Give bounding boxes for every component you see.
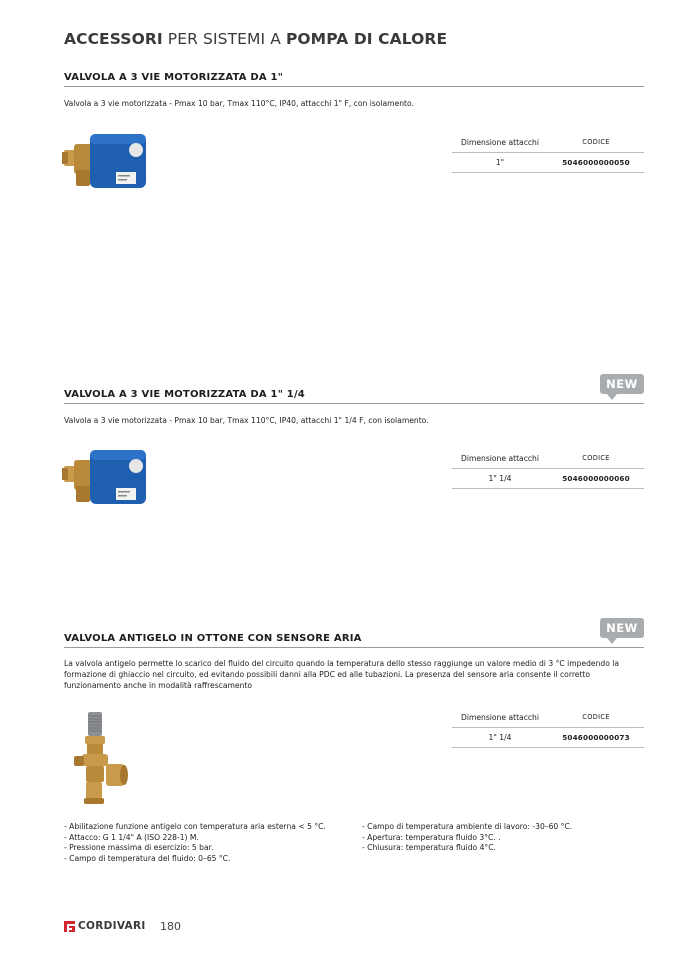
title-part-accessori: ACCESSORI (64, 30, 163, 48)
product-table-3 (452, 707, 644, 748)
table-header (452, 707, 644, 728)
spec-list-right (362, 822, 572, 854)
list-item: - Attacco: G 1 1/4" A (ISO 228-1) M. (64, 832, 199, 842)
new-badge-1: NEW (600, 374, 644, 394)
cell-code: 5046000000050 (562, 158, 630, 167)
brand-name: CORDIVARI (78, 920, 146, 932)
motorized-valve-image-2 (62, 444, 152, 514)
new-badge-2: NEW (600, 618, 644, 638)
table-header (452, 448, 644, 469)
cell-dimension: 1" 1/4 (488, 474, 512, 483)
antifreeze-valve-image (72, 710, 136, 812)
cell-code: 5046000000060 (562, 474, 630, 483)
section-description-2: Valvola a 3 vie motorizzata - Pmax 10 bar, Tmax 110°C, IP40, attacchi 1" 1/4 F, con isolamento. (64, 416, 429, 425)
list-item: - Pressione massima di esercizio: 5 bar. (64, 843, 214, 852)
list-item: - Campo di temperatura del fluido: 0–65 °C. (64, 853, 231, 863)
col-header-code: CODICE (582, 454, 610, 462)
section-description-1: Valvola a 3 vie motorizzata - Pmax 10 bar, Tmax 110°C, IP40, attacchi 1" F, con isolamento. (64, 99, 414, 108)
motorized-valve-image-1 (62, 128, 152, 198)
col-header-dimension: Dimensione attacchi (461, 712, 539, 722)
list-item: - Apertura: temperatura fluido 3°C. . (362, 832, 501, 842)
cordivari-logo (64, 920, 146, 932)
table-row (452, 728, 644, 748)
list-item: - Chiusura: temperatura fluido 4°C. (362, 843, 496, 852)
brand-mark-icon (64, 921, 75, 932)
cell-code: 5046000000073 (562, 733, 630, 742)
section-title-3: VALVOLA ANTIGELO IN OTTONE CON SENSORE ARIA (64, 633, 362, 644)
page-title (64, 30, 447, 48)
section-divider-1 (64, 86, 644, 87)
col-header-code: CODICE (582, 713, 610, 721)
section-divider-2 (64, 403, 644, 404)
cell-dimension: 1" (495, 158, 505, 167)
spec-list-left (64, 822, 326, 864)
table-header (452, 132, 644, 153)
page-number: 180 (160, 920, 181, 933)
col-header-dimension: Dimensione attacchi (461, 453, 539, 463)
product-table-1 (452, 132, 644, 173)
list-item: - Abilitazione funzione antigelo con temperatura aria esterna < 5 °C. (64, 822, 326, 831)
cell-dimension: 1" 1/4 (488, 733, 512, 742)
col-header-code: CODICE (582, 138, 610, 146)
list-item: - Campo di temperatura ambiente di lavoro: -30–60 °C. (362, 822, 573, 831)
section-title-2: VALVOLA A 3 VIE MOTORIZZATA DA 1" 1/4 (64, 389, 305, 400)
table-row (452, 153, 644, 173)
product-table-2 (452, 448, 644, 489)
table-row (452, 469, 644, 489)
title-part-middle: PER SISTEMI A (162, 30, 286, 48)
section-title-1: VALVOLA A 3 VIE MOTORIZZATA DA 1" (64, 72, 284, 83)
col-header-dimension: Dimensione attacchi (461, 137, 539, 147)
section-description-3: La valvola antigelo permette lo scarico del fluido del circuito quando la temperatura dello stesso raggiunge un valore medio di 3 °C impedendo la formazione di ghiaccio nel circuito, ed evitando possibili danni alla PDC ed alle tubazioni. La presenza del sensore aria consente il corretto funzionamento anche in modalità raffrescamento (64, 659, 620, 690)
section-divider-3 (64, 647, 644, 648)
title-part-pompa: POMPA DI CALORE (285, 30, 448, 48)
